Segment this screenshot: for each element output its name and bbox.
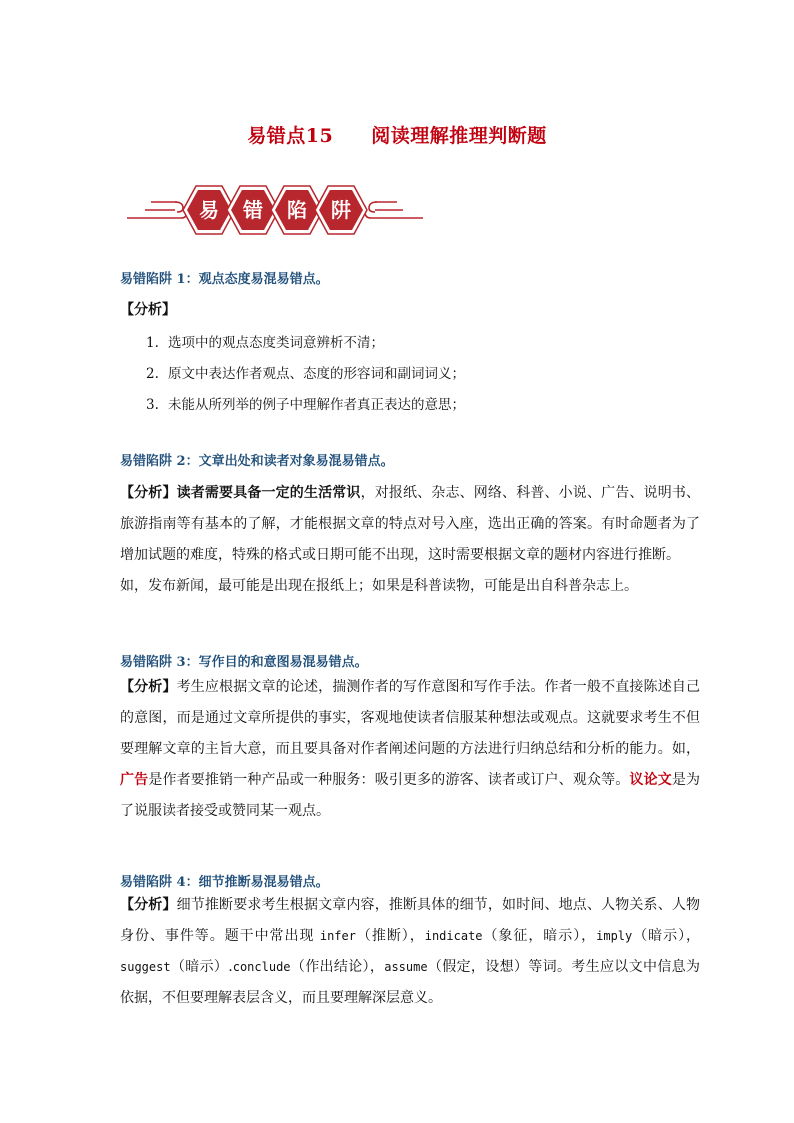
keyword-conclude: conclude [232,960,291,974]
section-3-title: 易错陷阱 3：写作目的和意图易混易错点。 [120,655,368,670]
keyword-assume: assume [384,960,428,974]
section-2-body [120,478,700,602]
list-item: 2. 原文中表达作者观点、态度的形容词和副词词义； [146,366,465,382]
section-3-body [120,672,700,827]
analysis-label: 【分析】 [120,485,177,501]
section-2-paragraph-2: 如，发布新闻，最可能是出现在报纸上；如果是科普读物，可能是出自科普杂志上。 [120,578,638,594]
section-1-analysis-label [120,295,700,326]
highlight-ad: 广告 [120,772,149,788]
analysis-label: 【分析】 [120,302,176,318]
right-cloud-ornament [365,202,423,218]
section-1-list [146,328,465,421]
analysis-label: 【分析】 [120,897,177,913]
section-4-body [120,890,700,1014]
banner-char-2: 错 [243,198,263,222]
trap-banner [125,180,425,240]
keyword-infer: infer [319,929,356,943]
banner-char-4: 阱 [331,198,351,222]
banner-char-1: 易 [199,198,219,222]
title-part1: 易错点15 [247,125,334,147]
title-part2: 阅读理解推理判断题 [371,125,547,147]
section-4-title: 易错陷阱 4：细节推断易混易错点。 [120,875,329,890]
bold-lead: 读者需要具备一定的生活常识 [176,485,361,501]
section-3-paragraph: 【分析】考生应根据文章的论述，揣测作者的写作意图和写作手法。作者一般不直接陈述自己的意图，而是通过文章所提供的事实，客观地使读者信服某种想法或观点。这就要求考生不但要理解文章的主旨大意，而且要具备对作者阐述问题的方法进行归纳总结和分析的能力。如，广告是作者要推销一种产品或一种服务：吸引更多的游客、读者或订户、观众等。议论文是为了说服读者接受或赞同某一观点。 [120,679,701,819]
section-1-title: 易错陷阱 1：观点态度易混易错点。 [120,272,329,287]
keyword-imply: imply [596,929,633,943]
section-4-paragraph: 【分析】细节推断要求考生根据文章内容，推断具体的细节，如时间、地点、人物关系、人物身份、事件等。题干中常出现 infer（推断），indicate（象征，暗示），imply（暗示），suggest（暗示）.conclude（作出结论），assume（假定，设想）等词。考生应以文中信息为依据，不但要理解表层含义，而且要理解深层意义。 [120,897,701,1006]
list-item: 3. 未能从所列举的例子中理解作者真正表达的意思； [146,397,465,413]
section-2-paragraph-1 [120,478,700,571]
keyword-indicate: indicate [424,929,483,943]
page-title [0,121,794,148]
keyword-suggest: suggest [120,960,171,974]
analysis-label: 【分析】 [120,679,177,695]
highlight-argumentative: 议论文 [629,772,672,788]
left-cloud-ornament [127,202,187,218]
paragraph-text: ，对报纸、杂志、网络、科普、小说、广告、说明书、旅游指南等有基本的了解，才能根据文章的特点对号入座，选出正确的答案。有时命题者为了增加试题的难度，特殊的格式或日期可能不出现，这时需要根据文章的题材内容进行推断。 [120,485,701,563]
list-item: 1. 选项中的观点态度类词意辨析不清； [146,335,384,351]
banner-char-3: 陷 [287,198,307,222]
section-2-title: 易错陷阱 2：文章出处和读者对象易混易错点。 [120,454,394,469]
